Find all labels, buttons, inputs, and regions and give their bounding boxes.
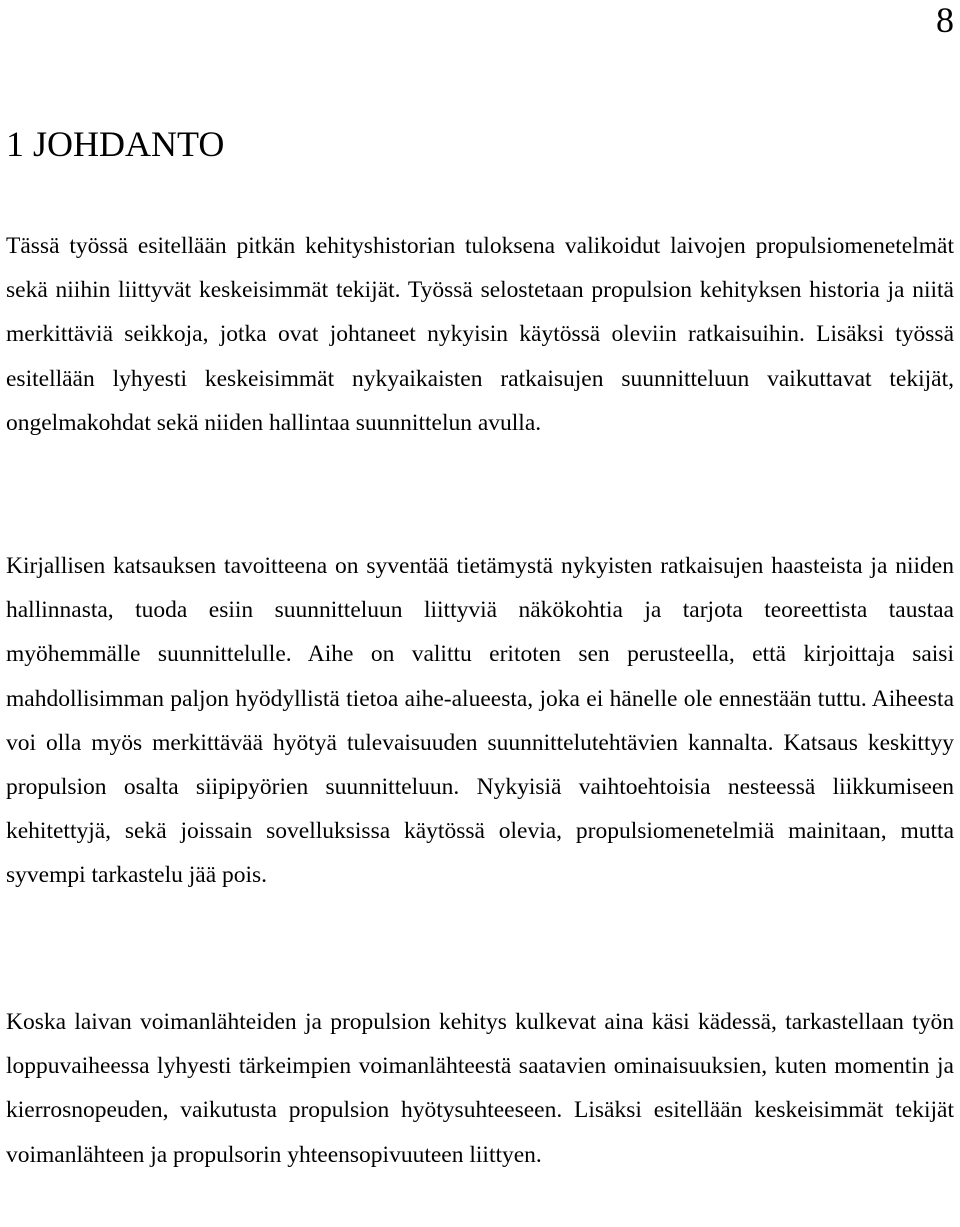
page-number: 8 bbox=[936, 0, 954, 40]
chapter-title: 1 JOHDANTO bbox=[6, 124, 225, 164]
paragraph-intro: Tässä työssä esitellään pitkän kehityshistorian tuloksena valikoidut laivojen propulsiomenetelmät sekä niihin liittyvät keskeisimmät tekijät. Työssä selostetaan propulsion kehityksen historia ja niitä merkittäviä seikkoja, jotka ovat johtaneet nykyisin käytössä oleviin ratkaisuihin. Lisäksi työssä esitellään lyhyesti keskeisimmät nykyaikaisten ratkaisujen suunnitteluun vaikuttavat tekijät, ongelmakohdat sekä niiden hallintaa suunnittelun avulla. bbox=[6, 233, 954, 436]
paragraph-power-sources: Koska laivan voimanlähteiden ja propulsion kehitys kulkevat aina käsi kädessä, tarkastellaan työn loppuvaiheessa lyhyesti tärkeimpien voimanlähteestä saatavien ominaisuuksien, kuten momentin ja kierrosnopeuden, vaikutusta propulsion hyötysuhteeseen. Lisäksi esitellään keskeisimmät tekijät voimanlähteen ja propulsorin yhteensopivuuteen liittyen. bbox=[6, 1009, 954, 1168]
paragraph-objectives: Kirjallisen katsauksen tavoitteena on syventää tietämystä nykyisten ratkaisujen haasteista ja niiden hallinnasta, tuoda esiin suunnitteluun liittyviä näkökohtia ja tarjota teoreettista taustaa myöhemmälle suunnittelulle. Aihe on valittu eritoten sen perusteella, että kirjoittaja saisi mahdollisimman paljon hyödyllistä tietoa aihe-alueesta, joka ei hänelle ole ennestään tuttu. Aiheesta voi olla myös merkittävää hyötyä tulevaisuuden suunnittelutehtävien kannalta. Katsaus keskittyy propulsion osalta siipipyörien suunnitteluun. Nykyisiä vaihtoehtoisia nesteessä liikkumiseen kehitettyjä, sekä joissain sovelluksissa käytössä olevia, propulsiomenetelmiä mainitaan, mutta syvempi tarkastelu jää pois. bbox=[6, 553, 954, 889]
